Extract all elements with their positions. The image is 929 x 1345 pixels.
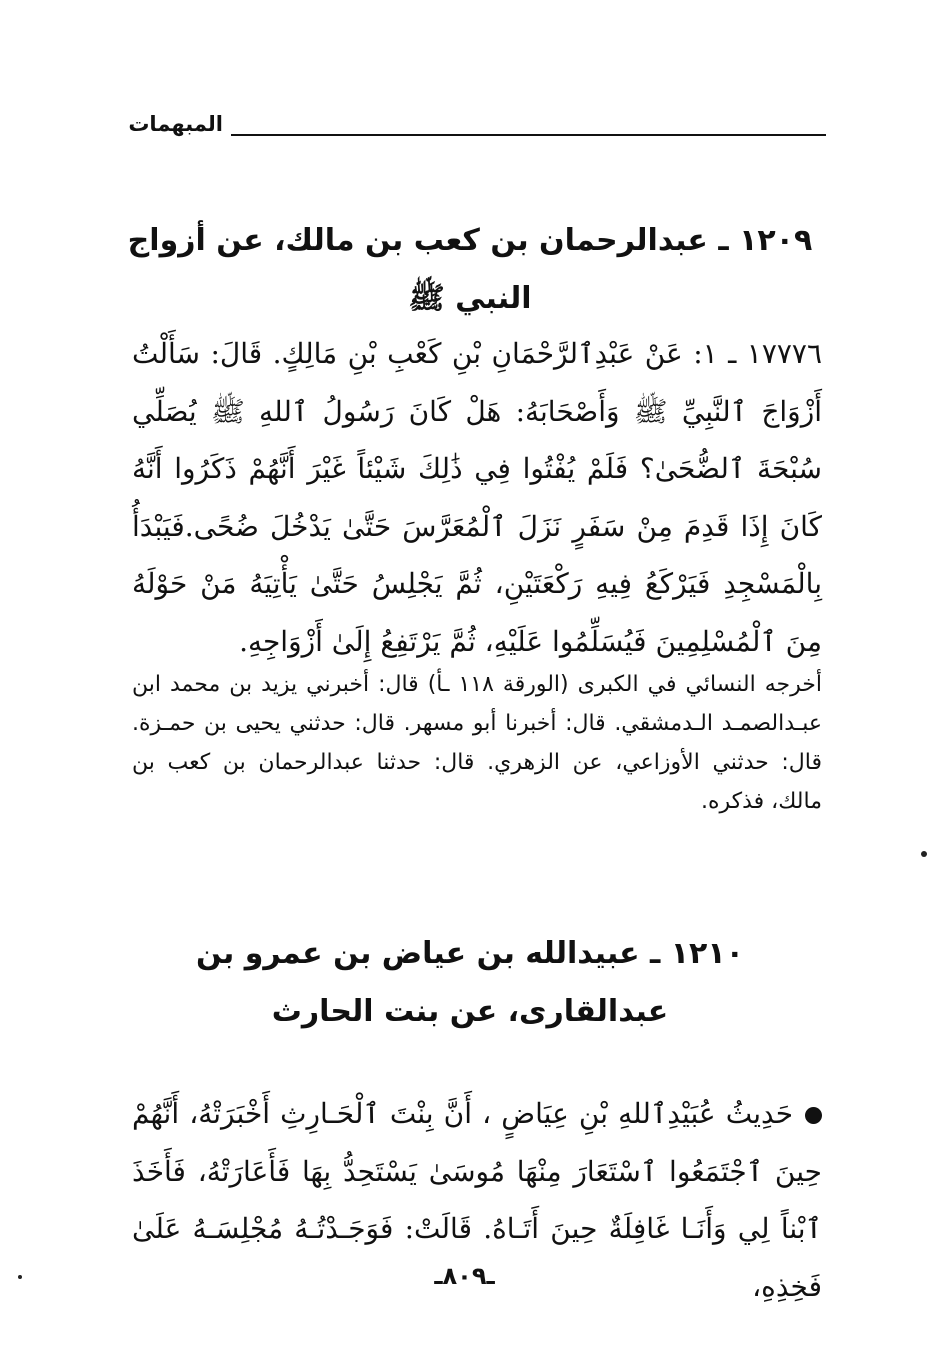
takhrij-note: أخرجه النسائي في الكبرى (الورقة ١١٨ ـأ) قال: أخبرني يزيد بن محمد ابن عبـدالصمـد الـدمشقي. قال: أخبرنا أبو مسهر. قال: حدثني يحيى بن حمـزة. قال: حدثني الأوزاعي، عن الزهري. قال: حدثنا عبدالرحمان بن كعب بن مالك، فذكره.	[132, 672, 822, 814]
page-number: ـ٨٠٩ـ	[434, 1262, 495, 1290]
margin-mark	[18, 1275, 22, 1279]
entry-heading-1210: ١٢١٠ ـ عبيدالله بن عياض بن عمرو بن عبدالقارى، عن بنت الحارث	[196, 936, 744, 1029]
margin-mark	[921, 851, 927, 857]
running-header	[128, 112, 826, 142]
hadith-text-17776: ١٧٧٧٦ ـ ١: عَنْ عَبْدِٱلرَّحْمَانِ بْنِ كَعْبِ بْنِ مَالِكٍ. قَالَ: سَأَلْتُ أَزْوَاجَ ٱلنَّبِيِّ ﷺ وَأَصْحَابَهُ: هَلْ كَانَ رَسُولُ ٱللهِ ﷺ يُصَلِّي سُبْحَةَ ٱلضُّحَىٰ؟ فَلَمْ يُفْتُوا فِي ذَٰلِكَ شَيْئاً غَيْرَ أَنَّهُمْ ذَكَرُوا أَنَّهُ كَانَ إِذَا قَدِمَ مِنْ سَفَرٍ نَزَلَ ٱلْمُعَرَّسَ حَتَّىٰ يَدْخُلَ ضُحًى.فَيَبْدَأُ بِالْمَسْجِدِ فَيَرْكَعُ فِيهِ رَكْعَتَيْنِ، ثُمَّ يَجْلِسُ حَتَّىٰ يَأْتِيَهُ مَنْ حَوْلَهُ مِنَ ٱلْمُسْلِمِينَ فَيُسَلِّمُوا عَلَيْهِ، ثُمَّ يَرْتَفِعُ إِلَىٰ أَزْوَاجِهِ.	[132, 337, 822, 658]
running-header-title: المبهمات	[128, 112, 223, 136]
header-rule	[231, 134, 826, 136]
hadith-1210-body: حَدِيثُ عُبَيْدِٱللهِ بْنِ عِيَاضٍ ، أَنَّ بِنْتَ ٱلْحَـارِثِ أَخْبَرَتْهُ، أَنَّهُمْ حِينَ ٱجْتَمَعُوا ٱسْتَعَارَ مِنْهَا مُوسَىٰ يَسْتَحِدُّ بِهَا فَأَعَارَتْهُ، فَأَخَذَ ٱبْناً لِي وَأَنَـا غَافِلَةٌ حِينَ أَتَـاهُ. قَالَتْ: فَوَجَـدْتُـهُ مُجْلِسَـهُ عَلَىٰ فَخِذِهِ،	[132, 1097, 822, 1303]
entry-heading-1209: ١٢٠٩ ـ عبدالرحمان بن كعب بن مالك، عن أزواج النبي ﷺ	[127, 223, 813, 316]
bullet-icon	[805, 1107, 822, 1124]
